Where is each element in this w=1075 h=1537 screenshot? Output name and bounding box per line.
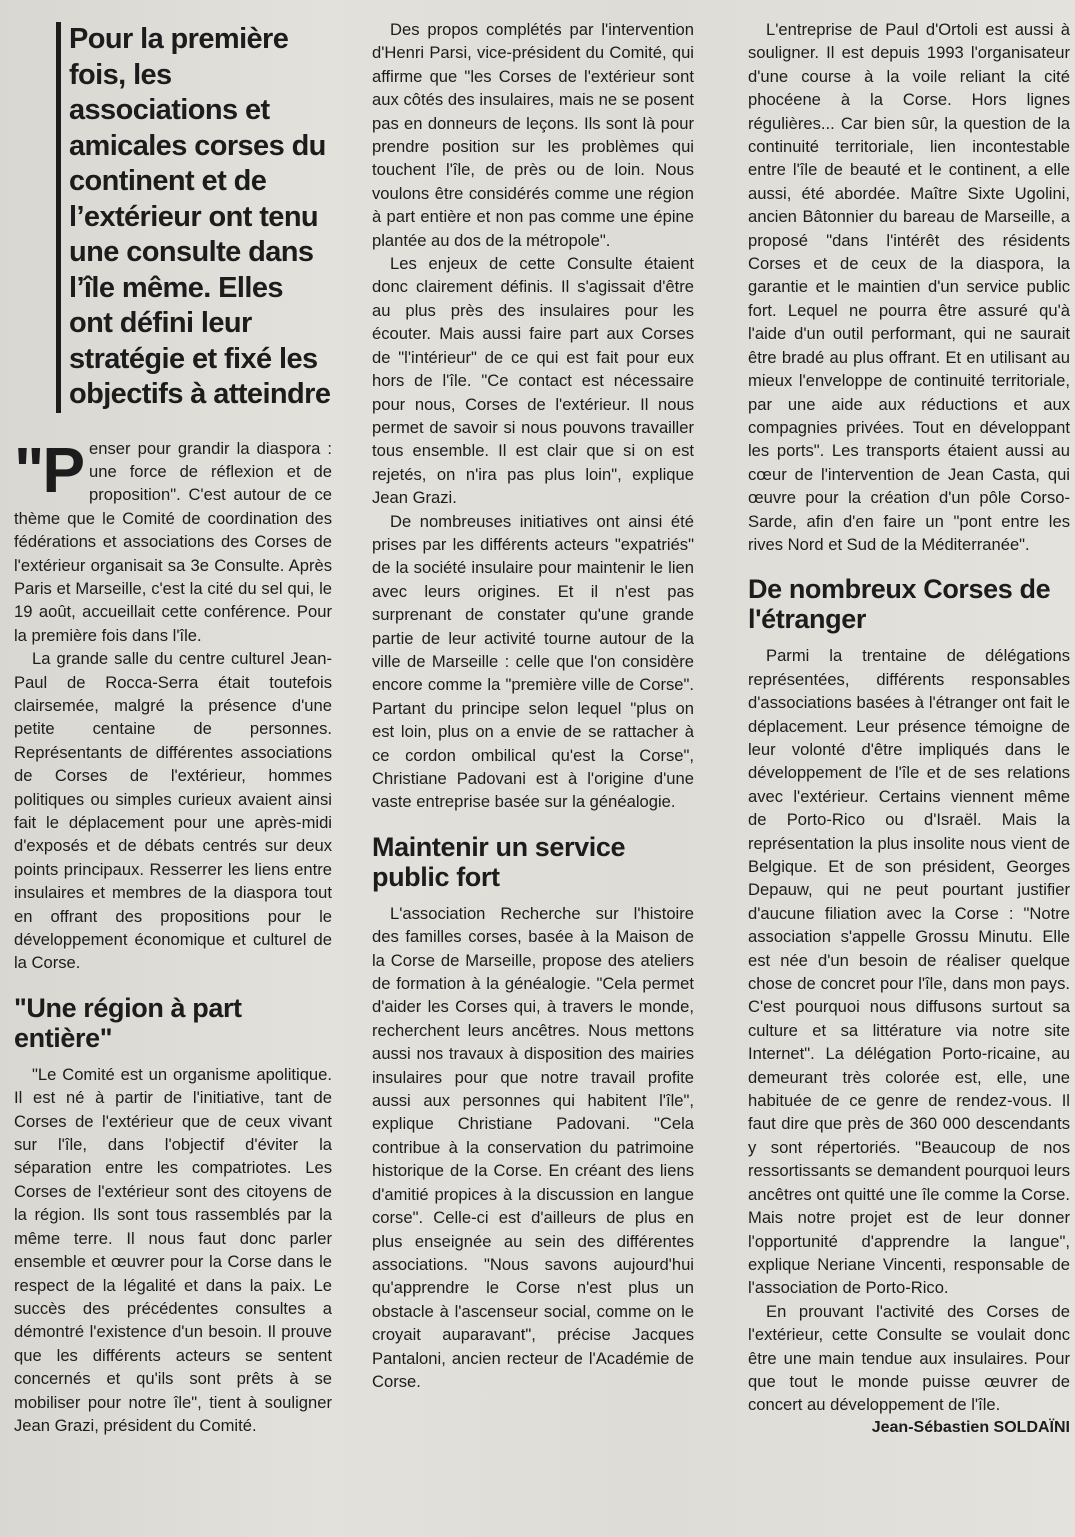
paragraph: La grande salle du centre culturel Jean-Paul de Rocca-Serra était toutefois clairsemée, malgré la présence d'une petite centaine de personnes. Représentants de différentes associations de Corses de l'extérieur, hommes politiques ou simples curieux avaient ainsi fait le déplacement pour une après-midi d'exposés et de débats centrés sur deux points principaux. Resserrer les liens entre insulaires et membres de la diaspora tout en offrant des propositions pour le développement économique et culturel de la Corse. xyxy=(14,649,332,973)
subhead-etranger: De nombreux Corses de l'étranger xyxy=(748,574,1051,635)
author-signature: Jean-Sébastien SOLDAÏNI xyxy=(871,1418,1070,1436)
paragraph: En prouvant l'activité des Corses de l'extérieur, cette Consulte se voulait donc être une main tendue aux insulaires. Pour que tout le monde puisse œuvrer de concert au développement de l'île. xyxy=(748,1301,1070,1415)
subhead-region: "Une région à part entière" xyxy=(14,992,242,1053)
paragraph: Des propos complétés par l'intervention d'Henri Parsi, vice-président du Comité, qui affirme que "les Corses de l'extérieur sont aux côtés des insulaires, mais ne se posent pas en donneurs de leçons. Ils sont là pour prendre position sur les problèmes qui touchent l'île, de près ou de loin. Nous voulons être considérés comme une région à part entière et non pas comme une épine plantée au dos de la métropole". xyxy=(372,20,694,250)
column-middle xyxy=(372,18,694,1393)
subhead-service-public: Maintenir un service public fort xyxy=(372,831,626,892)
paragraph: L'association Recherche sur l'histoire des familles corses, basée à la Maison de la Corse de Marseille, propose des ateliers de formation à la généalogie. "Cela permet d'aider les Corses qui, à travers le monde, recherchent leurs ancêtres. Nous mettons aussi nos travaux à disposition des mairies insulaires pour que notre travail profite aussi aux personnes qui habitent l'île", explique Christiane Padovani. "Cela contribue à la conservation du patrimoine historique de la Corse. En créant des liens d'amitié propices à la discussion en langue corse". Celle-ci est d'ailleurs de plus en plus enseignée au sein des différentes associations. "Nous savons aujourd'hui qu'apprendre le Corse n'est plus un obstacle à l'ascenseur social, comme on le croyait auparavant", précise Jacques Pantaloni, ancien recteur de l'Académie de Corse. xyxy=(372,903,694,1391)
article-deck xyxy=(56,22,332,413)
paragraph: De nombreuses initiatives ont ainsi été prises par les différents acteurs "expatriés" de la société insulaire pour maintenir le lien avec leurs origines. Et il n'est pas surprenant de constater qu'une grande partie de leur activité tourne autour de la ville de Marseille : celle que l'on considère encore comme la "première ville de Corse". Partant du principe selon lequel "plus on est loin, plus on a envie de se rattacher à ce cordon ombilical qu'est la Corse", Christiane Padovani est à l'origine d'une vaste entreprise basée sur la généalogie. xyxy=(372,511,694,812)
paragraph: Parmi la trentaine de délégations représentées, différents responsables d'associations basées à l'étranger ont fait le déplacement. Leur présence témoigne de leur volonté d'être impliqués dans le développement de l'île et de ses relations avec l'extérieur. Certains viennent même de Porto-Rico ou d'Israël. Mais la représentation la plus insolite nous vient de Belgique. Et de son président, Georges Depauw, qui ne peut pourtant justifier d'aucune filiation avec la Corse : "Notre association s'appelle Grossu Minutu. Elle est née d'un besoin de réaliser quelque chose de concret pour l'île, dans mon pays. C'est pourquoi nous diffusons surtout sa culture et sa littérature via notre site Internet". La délégation Porto-ricaine, au demeurant très colorée est, elle, une habituée de ce genre de rendez-vous. Il faut dire que près de 360 000 descendants y sont répertoriés. "Beaucoup de nos ressortissants se demandent pourquoi leurs ancêtres ont quitté une île comme la Corse. Mais notre projet est de leur donner l'opportunité d'apprendre la langue", explique Neriane Vincenti, responsable de l'association de Porto-Rico. xyxy=(748,646,1070,1298)
lead-paragraph xyxy=(14,433,332,648)
deck-text: Pour la première fois, les associations et amicales corses du continent et de l’extérieur ont tenu une consulte dans l’île même. Elles ont défini leur stratégie et fixé les objectifs à atteindre xyxy=(69,23,331,410)
column-right xyxy=(748,18,1070,1439)
column-left xyxy=(14,18,332,1437)
drop-cap: "P xyxy=(14,433,84,506)
paragraph: "Le Comité est un organisme apolitique. Il est né à partir de l'initiative, tant de Corses de l'extérieur que de ceux vivant sur l'île, dans l'objectif d'éviter la séparation entre les compatriotes. Les Corses de l'extérieur sont des citoyens de la région. Ils sont tous rassemblés par la même terre. Il nous faut donc parler ensemble et œuvrer pour la Corse dans le respect de la légalité et dans la paix. Le succès des précédentes consultes a démontré l'existence d'un besoin. Il prouve que les différents acteurs se sentent concernés et qu'ils sont prêts à se mobiliser pour notre île", tient à souligner Jean Grazi, président du Comité. xyxy=(14,1064,332,1435)
lead-text: enser pour grandir la diaspora : une force de réflexion et de proposition". C'est autour de ce thème que le Comité de coordination des fédérations et associations des Corses de l'extérieur organisait sa 3e Consulte. Après Paris et Marseille, c'est la cité du sel qui, le 19 août, accueillait cette conférence. Pour la première fois dans l'île. xyxy=(14,438,332,645)
paragraph: L'entreprise de Paul d'Ortoli est aussi à souligner. Il est depuis 1993 l'organisateur d'une course à la voile reliant la cité phocéene à la Corse. Hors lignes régulières... Car bien sûr, la question de la continuité territoriale, lien incontestable entre l'île de beauté et le continent, a elle aussi, été abordée. Maître Sixte Ugolini, ancien Bâtonnier du bareau de Marseille, a proposé "dans l'intérêt des résidents Corses et de ceux de la diaspora, la garantie et le maintien d'un service public fort. Lequel ne pourra être assuré qu'à l'aide d'un outil performant, qui ne saurait être bradé au plus offrant. Et en utilisant au mieux l'enveloppe de continuité territoriale, par une aide aux réductions et aux compagnies privées. Tout en développant les ports". Les transports étaient aussi au cœur de l'intervention de Jean Casta, qui œuvre pour la création d'un pôle Corso-Sarde, afin d'en faire un "pont entre les rives Nord et Sud de la Méditerranée". xyxy=(748,20,1070,554)
paragraph: Les enjeux de cette Consulte étaient donc clairement définis. Il s'agissait d'être au plus près des insulaires pour les écouter. Mais aussi faire part aux Corses de "l'intérieur" de ce qui est fait pour eux hors de l'île. "Ce contact est nécessaire pour nous, Corses de l'extérieur. Il nous permet de savoir si nous pouvons travailler tous ensemble. Il est clair que si on est rejetés, on n'ira pas plus loin", explique Jean Grazi. xyxy=(372,254,694,508)
